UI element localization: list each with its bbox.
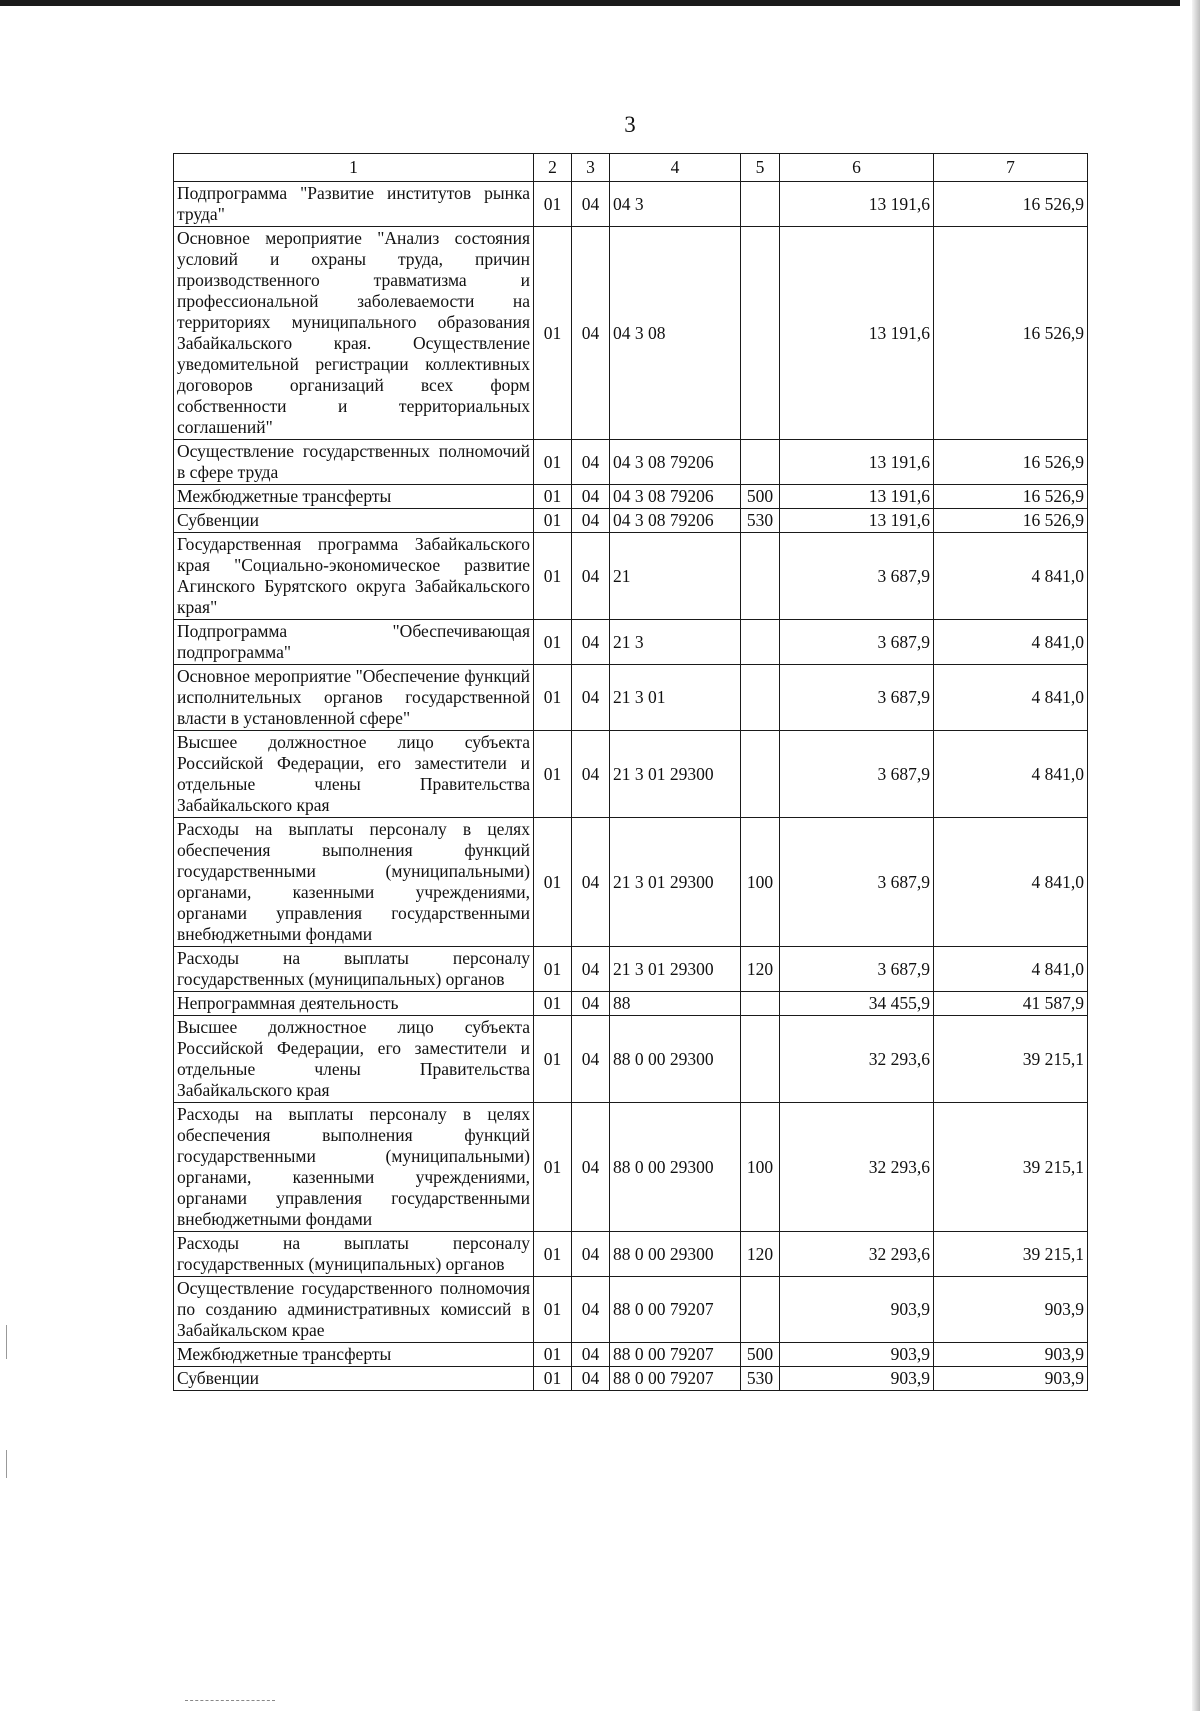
amount-col7-cell: 4 841,0 [934,665,1088,731]
table-row [174,182,1088,227]
expense-type-cell: 500 [741,485,780,509]
amount-col7-cell: 39 215,1 [934,1016,1088,1103]
amount-col6-cell: 32 293,6 [780,1016,934,1103]
amount-col6-cell: 3 687,9 [780,620,934,665]
table-row [174,509,1088,533]
section-code-cell: 01 [534,665,572,731]
expense-type-cell [741,992,780,1016]
row-name-cell: Осуществление государственных полномочий в сфере труда [174,440,534,485]
amount-col7-cell: 16 526,9 [934,182,1088,227]
row-name-cell: Основное мероприятие "Обеспечение функций исполнительных органов государственной власти в установленной сфере" [174,665,534,731]
section-code-cell: 01 [534,731,572,818]
subsection-code-cell: 04 [572,665,610,731]
expense-type-cell [741,182,780,227]
table-row [174,620,1088,665]
subsection-code-cell: 04 [572,227,610,440]
scan-right-edge [1192,0,1200,1711]
subsection-code-cell: 04 [572,1343,610,1367]
subsection-code-cell: 04 [572,485,610,509]
amount-col7-cell: 903,9 [934,1343,1088,1367]
expense-type-cell [741,1016,780,1103]
section-code-cell: 01 [534,1103,572,1232]
table-row [174,1016,1088,1103]
amount-col6-cell: 3 687,9 [780,947,934,992]
amount-col7-cell: 4 841,0 [934,731,1088,818]
table-row [174,1277,1088,1343]
row-name-cell: Непрограммная деятельность [174,992,534,1016]
row-name-cell: Осуществление государственного полномочия по созданию административных комиссий в Забайкальском крае [174,1277,534,1343]
amount-col7-cell: 16 526,9 [934,440,1088,485]
amount-col7-cell: 39 215,1 [934,1232,1088,1277]
expense-type-cell [741,227,780,440]
expense-type-cell [741,731,780,818]
table-row [174,533,1088,620]
target-item-cell: 21 3 01 29300 [610,947,741,992]
target-item-cell: 21 3 01 29300 [610,731,741,818]
amount-col6-cell: 34 455,9 [780,992,934,1016]
row-name-cell: Межбюджетные трансферты [174,485,534,509]
target-item-cell: 04 3 08 79206 [610,485,741,509]
expense-type-cell [741,620,780,665]
expense-type-cell [741,533,780,620]
expense-type-cell: 530 [741,1367,780,1391]
target-item-cell: 21 3 [610,620,741,665]
header-row [174,154,1088,182]
section-code-cell: 01 [534,533,572,620]
amount-col6-cell: 13 191,6 [780,227,934,440]
target-item-cell: 88 0 00 79207 [610,1343,741,1367]
table-row [174,485,1088,509]
expense-type-cell: 120 [741,1232,780,1277]
expense-type-cell: 100 [741,1103,780,1232]
column-header-5: 5 [741,154,780,182]
expense-type-cell: 120 [741,947,780,992]
scan-footer-mark [185,1700,275,1703]
target-item-cell: 88 0 00 79207 [610,1277,741,1343]
scan-edge-mark [6,1325,7,1359]
amount-col6-cell: 3 687,9 [780,731,934,818]
row-name-cell: Расходы на выплаты персоналу в целях обеспечения выполнения функций государственными (муниципальными) органами, казенными учреждениями, органами управления государственными внебюджетными фондами [174,1103,534,1232]
subsection-code-cell: 04 [572,1016,610,1103]
table-row [174,227,1088,440]
subsection-code-cell: 04 [572,440,610,485]
target-item-cell: 21 3 01 29300 [610,818,741,947]
table-row [174,947,1088,992]
table-row [174,440,1088,485]
target-item-cell: 21 3 01 [610,665,741,731]
amount-col6-cell: 903,9 [780,1343,934,1367]
row-name-cell: Расходы на выплаты персоналу в целях обеспечения выполнения функций государственными (муниципальными) органами, казенными учреждениями, органами управления государственными внебюджетными фондами [174,818,534,947]
amount-col6-cell: 13 191,6 [780,485,934,509]
expense-type-cell [741,1277,780,1343]
amount-col6-cell: 903,9 [780,1367,934,1391]
section-code-cell: 01 [534,1343,572,1367]
amount-col7-cell: 4 841,0 [934,533,1088,620]
amount-col7-cell: 16 526,9 [934,485,1088,509]
table-row [174,1103,1088,1232]
amount-col7-cell: 4 841,0 [934,818,1088,947]
subsection-code-cell: 04 [572,1232,610,1277]
target-item-cell: 04 3 08 79206 [610,509,741,533]
budget-table [173,153,1088,1391]
table-row [174,731,1088,818]
section-code-cell: 01 [534,1277,572,1343]
section-code-cell: 01 [534,818,572,947]
amount-col6-cell: 3 687,9 [780,665,934,731]
amount-col6-cell: 903,9 [780,1277,934,1343]
target-item-cell: 04 3 08 [610,227,741,440]
subsection-code-cell: 04 [572,533,610,620]
row-name-cell: Высшее должностное лицо субъекта Российской Федерации, его заместители и отдельные члены Правительства Забайкальского края [174,731,534,818]
row-name-cell: Подпрограмма "Обеспечивающая подпрограмма" [174,620,534,665]
section-code-cell: 01 [534,1232,572,1277]
amount-col6-cell: 13 191,6 [780,182,934,227]
expense-type-cell: 500 [741,1343,780,1367]
section-code-cell: 01 [534,992,572,1016]
page-number: 3 [624,112,636,137]
subsection-code-cell: 04 [572,947,610,992]
column-header-3: 3 [572,154,610,182]
section-code-cell: 01 [534,227,572,440]
target-item-cell: 88 [610,992,741,1016]
target-item-cell: 04 3 [610,182,741,227]
scan-top-border [0,0,1180,6]
amount-col6-cell: 13 191,6 [780,440,934,485]
table-row [174,665,1088,731]
expense-type-cell: 100 [741,818,780,947]
subsection-code-cell: 04 [572,992,610,1016]
table-row [174,818,1088,947]
table-row [174,1367,1088,1391]
table-row [174,1343,1088,1367]
table-row [174,1232,1088,1277]
expense-type-cell [741,440,780,485]
subsection-code-cell: 04 [572,1367,610,1391]
column-header-4: 4 [610,154,741,182]
table-row [174,992,1088,1016]
row-name-cell: Расходы на выплаты персоналу государственных (муниципальных) органов [174,1232,534,1277]
target-item-cell: 88 0 00 79207 [610,1367,741,1391]
amount-col7-cell: 903,9 [934,1277,1088,1343]
section-code-cell: 01 [534,947,572,992]
amount-col7-cell: 16 526,9 [934,227,1088,440]
section-code-cell: 01 [534,1016,572,1103]
amount-col6-cell: 13 191,6 [780,509,934,533]
row-name-cell: Государственная программа Забайкальского края "Социально-экономическое развитие Агинского Бурятского округа Забайкальского края" [174,533,534,620]
amount-col6-cell: 3 687,9 [780,533,934,620]
expense-type-cell: 530 [741,509,780,533]
row-name-cell: Расходы на выплаты персоналу государственных (муниципальных) органов [174,947,534,992]
amount-col6-cell: 32 293,6 [780,1103,934,1232]
subsection-code-cell: 04 [572,1277,610,1343]
subsection-code-cell: 04 [572,731,610,818]
section-code-cell: 01 [534,485,572,509]
amount-col7-cell: 4 841,0 [934,947,1088,992]
column-header-7: 7 [934,154,1088,182]
amount-col7-cell: 41 587,9 [934,992,1088,1016]
section-code-cell: 01 [534,182,572,227]
subsection-code-cell: 04 [572,1103,610,1232]
subsection-code-cell: 04 [572,818,610,947]
target-item-cell: 21 [610,533,741,620]
table-body [174,182,1088,1391]
amount-col7-cell: 39 215,1 [934,1103,1088,1232]
amount-col7-cell: 16 526,9 [934,509,1088,533]
column-header-2: 2 [534,154,572,182]
row-name-cell: Подпрограмма "Развитие институтов рынка труда" [174,182,534,227]
expense-type-cell [741,665,780,731]
amount-col7-cell: 903,9 [934,1367,1088,1391]
row-name-cell: Субвенции [174,509,534,533]
row-name-cell: Межбюджетные трансферты [174,1343,534,1367]
subsection-code-cell: 04 [572,620,610,665]
row-name-cell: Основное мероприятие "Анализ состояния условий и охраны труда, причин производственного травматизма и профессиональной заболеваемости на территориях муниципального образования Забайкальского края. Осуществление уведомительной регистрации коллективных договоров организаций всех форм собственности и территориальных соглашений" [174,227,534,440]
amount-col7-cell: 4 841,0 [934,620,1088,665]
subsection-code-cell: 04 [572,182,610,227]
row-name-cell: Субвенции [174,1367,534,1391]
section-code-cell: 01 [534,620,572,665]
amount-col6-cell: 32 293,6 [780,1232,934,1277]
target-item-cell: 04 3 08 79206 [610,440,741,485]
column-header-1: 1 [174,154,534,182]
section-code-cell: 01 [534,509,572,533]
subsection-code-cell: 04 [572,509,610,533]
target-item-cell: 88 0 00 29300 [610,1232,741,1277]
section-code-cell: 01 [534,440,572,485]
column-header-6: 6 [780,154,934,182]
target-item-cell: 88 0 00 29300 [610,1016,741,1103]
amount-col6-cell: 3 687,9 [780,818,934,947]
target-item-cell: 88 0 00 29300 [610,1103,741,1232]
section-code-cell: 01 [534,1367,572,1391]
row-name-cell: Высшее должностное лицо субъекта Российской Федерации, его заместители и отдельные члены Правительства Забайкальского края [174,1016,534,1103]
scan-edge-mark [6,1450,7,1478]
